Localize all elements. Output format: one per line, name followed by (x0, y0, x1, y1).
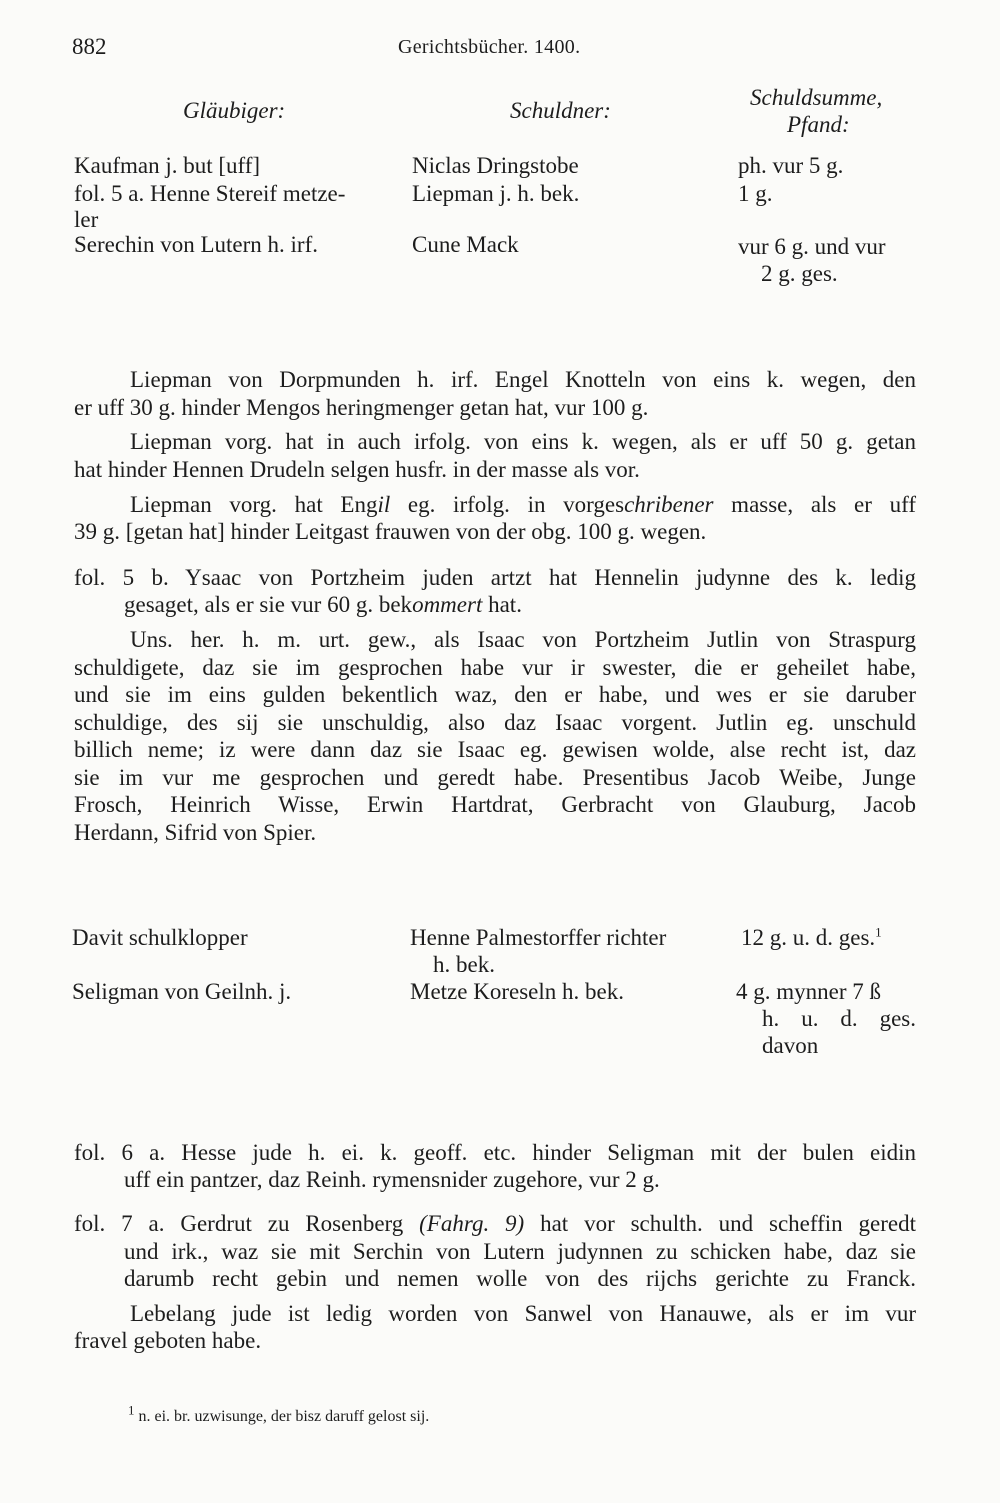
column-header-sum: Schuldsumme, (750, 85, 883, 110)
text-line: darumb recht gebin und nemen wolle von des rijchs gerichte zu Franck. (124, 1266, 916, 1291)
table-cell-creditor: Serechin von Lutern h. irf. (74, 232, 318, 257)
table-cell-sum-continued: 2 g. ges. (761, 261, 838, 286)
text-line: sie im vur me gesprochen und geredt habe. Presentibus Jacob Weibe, Junge (74, 764, 916, 790)
entry-fol-7a (74, 1210, 916, 1238)
text-line: hat hinder Hennen Drudeln selgen husfr. in der masse als vor. (74, 457, 640, 482)
text-line: und irk., waz sie mit Serchin von Lutern judynnen zu schicken habe, daz sie (124, 1239, 916, 1264)
table-cell-sum: ph. vur 5 g. (738, 153, 844, 178)
text-fragment: gesaget, als er sie vur 60 g. bek (124, 592, 413, 617)
text-line: Liepman vorg. hat in auch irfolg. von eins k. wegen, als er uff 50 g. getan (130, 429, 916, 454)
table-cell-sum: 4 g. mynner 7 ß (736, 979, 882, 1004)
entry-fol-5b (74, 564, 916, 592)
sum-text: 12 g. u. d. ges. (741, 925, 876, 950)
text-line: fol. 5 b. Ysaac von Portzheim juden artzt hat Hennelin judynne des k. ledig (74, 565, 916, 590)
text-line: fravel geboten habe. (74, 1328, 262, 1353)
table-cell-sum-continued: h. u. d. ges. (762, 1006, 916, 1031)
text-line-block (124, 1238, 916, 1266)
text-line: fol. 6 a. Hesse jude h. ei. k. geoff. etc. hinder Seligman mit der bulen eidin (74, 1140, 916, 1165)
footnote-marker: 1 (875, 924, 882, 940)
text-line: billich neme; iz were dann daz sie Isaac eg. gewisen wolde, alse recht ist, daz (74, 737, 916, 762)
text-line (124, 591, 522, 619)
page-number: 882 (72, 34, 107, 59)
text-line: er uff 30 g. hinder Mengos heringmenger getan hat, vur 100 g. (74, 395, 649, 420)
table-cell-debtor: Niclas Dringstobe (412, 153, 579, 178)
table-cell-creditor: Seligman von Geilnh. j. (72, 979, 292, 1004)
text-line: Frosch, Heinrich Wisse, Erwin Hartdrat, Gerbracht von Glauburg, Jacob (74, 792, 916, 817)
text-line: und sie im eins gulden bekentlich waz, den er habe, und wes er sie daruber (74, 682, 916, 707)
text-line: Uns. her. h. m. urt. gew., als Isaac von Portzheim Jutlin von Straspurg (130, 627, 916, 652)
paragraph-judgment (74, 626, 916, 846)
text-line: uff ein pantzer, daz Reinh. rymensnider zugehore, vur 2 g. (124, 1167, 660, 1192)
table-cell-sum: vur 6 g. und vur (738, 234, 886, 259)
table-cell-sum: 1 g. (738, 181, 773, 206)
table-cell-creditor-continued: ler (74, 207, 99, 232)
text-line: Lebelang jude ist ledig worden von Sanwel von Hanauwe, als er im vur (130, 1301, 916, 1326)
italic-fragment: il (377, 492, 391, 517)
entry-fol-6a (74, 1139, 916, 1167)
text-line: 39 g. [getan hat] hinder Leitgast frauwen von der obg. 100 g. wegen. (74, 519, 707, 544)
table-cell-debtor: Cune Mack (412, 232, 519, 257)
text-fragment: Liepman vorg. hat Eng (130, 492, 378, 517)
text-fragment: eg. irfolg. in vorges (390, 492, 625, 517)
text-line: Herdann, Sifrid von Spier. (74, 819, 317, 845)
text-fragment: hat vor schulth. und scheffin geredt (524, 1211, 917, 1236)
running-title: Gerichtsbücher. 1400. (398, 36, 581, 58)
table-cell-debtor: Henne Palmestorffer richter (410, 925, 667, 950)
table-cell-creditor: Davit schulklopper (72, 925, 248, 950)
footnote (128, 1402, 430, 1426)
paragraph (74, 491, 916, 519)
text-line: schuldige, des sij sie unschuldig, also daz Isaac vorgent. Jutlin eg. unschuld (74, 709, 916, 735)
italic-fragment: ommert (412, 592, 483, 617)
paragraph (74, 1300, 916, 1328)
column-header-creditor: Gläubiger: (183, 98, 286, 123)
table-cell-creditor: fol. 5 a. Henne Stereif metze- (74, 181, 346, 206)
table-cell-debtor-continued: h. bek. (433, 952, 495, 977)
table-cell-sum (741, 924, 882, 952)
italic-fragment: (Fahrg. 9) (419, 1211, 525, 1236)
text-line: Liepman von Dorpmunden h. irf. Engel Knotteln von eins k. wegen, den (130, 367, 916, 392)
column-header-pledge: Pfand: (787, 112, 850, 137)
italic-fragment: chribener (624, 492, 714, 517)
table-cell-sum-continued: davon (762, 1033, 819, 1058)
footnote-number: 1 (128, 1402, 135, 1418)
text-fragment: masse, als er uff (713, 492, 917, 517)
paragraph (74, 428, 916, 456)
footnote-text: n. ei. br. uzwisunge, der bisz daruff gelost sij. (134, 1408, 430, 1425)
text-fragment: hat. (482, 592, 522, 617)
text-line-block (124, 1265, 916, 1293)
text-line: schuldigete, daz sie im gesprochen habe vur ir swester, die er geheilet habe, (74, 654, 916, 680)
column-header-debtor: Schuldner: (510, 98, 611, 123)
table-cell-debtor: Metze Koreseln h. bek. (410, 979, 624, 1004)
text-fragment: fol. 7 a. Gerdrut zu Rosenberg (74, 1211, 420, 1236)
paragraph (74, 366, 916, 394)
table-cell-creditor: Kaufman j. but [uff] (74, 153, 261, 178)
table-cell-debtor: Liepman j. h. bek. (412, 181, 580, 206)
